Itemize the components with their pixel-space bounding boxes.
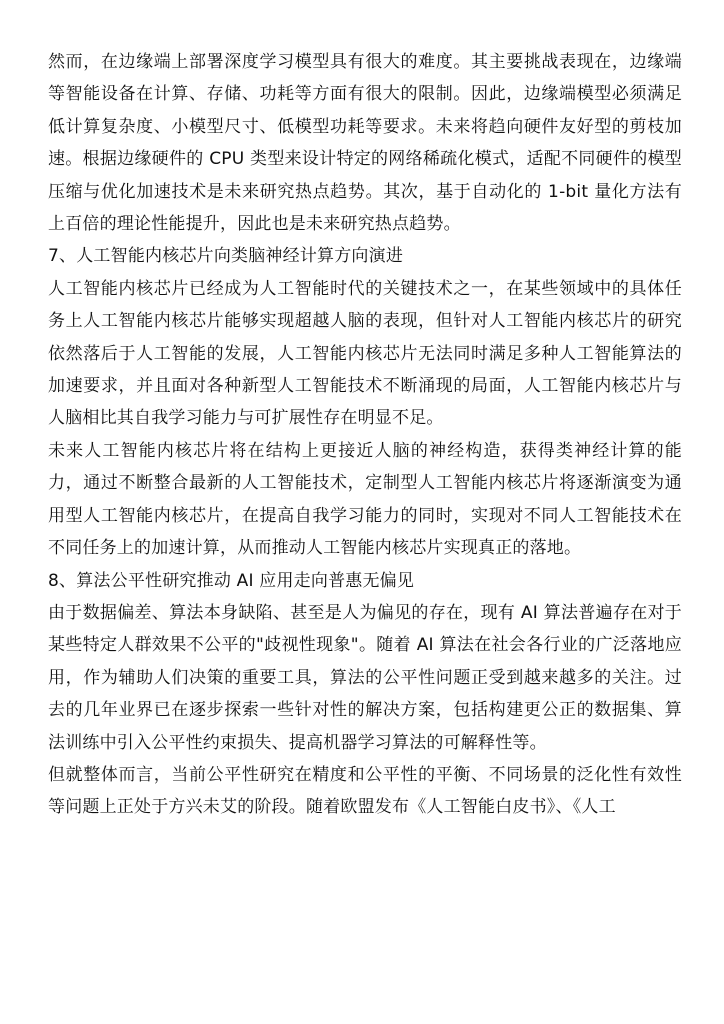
section-heading-7: 7、人工智能内核芯片向类脑神经计算方向演进	[48, 246, 404, 267]
paragraph-ai-chip-future: 未来人工智能内核芯片将在结构上更接近人脑的神经构造，获得类神经计算的能力，通过不断整合最新的人工智能技术，定制型人工智能内核芯片将逐渐演变为通用型人工智能内核芯片，在提高自我学习能力的同时，实现对不同人工智能技术在不同任务上的加速计算，从而推动人工智能内核芯片实现真正的落地。	[48, 440, 682, 559]
paragraph-fairness-research: 但就整体而言，当前公平性研究在精度和公平性的平衡、不同场景的泛化性有效性等问题上正处于方兴未艾的阶段。随着欧盟发布《人工智能白皮书》、《人工	[48, 764, 682, 818]
paragraph-edge-deployment: 然而，在边缘端上部署深度学习模型具有很大的难度。其主要挑战表现在，边缘端等智能设备在计算、存储、功耗等方面有很大的限制。因此，边缘端模型必须满足低计算复杂度、小模型尺寸、低模型功耗等要求。未来将趋向硬件友好型的剪枝加速。根据边缘硬件的 CPU 类型来设计特定的网络稀疏化模式，适配不同硬件的模型压缩与优化加速技术是未来研究热点趋势。其次，基于自动化的 1-bit 量化方法有上百倍的理论性能提升，因此也是未来研究热点趋势。	[48, 52, 682, 235]
document-page	[48, 46, 682, 824]
paragraph-algorithm-fairness: 由于数据偏差、算法本身缺陷、甚至是人为偏见的存在，现有 AI 算法普遍存在对于某些特定人群效果不公平的"歧视性现象"。随着 AI 算法在社会各行业的广泛落地应用，作为辅助人们决策的重要工具，算法的公平性问题正受到越来越多的关注。过去的几年业界已在逐步探索一些针对性的解决方案，包括构建更公正的数据集、算法训练中引入公平性约束损失、提高机器学习算法的可解释性等。	[48, 602, 682, 753]
paragraph-ai-chip-status: 人工智能内核芯片已经成为人工智能时代的关键技术之一，在某些领域中的具体任务上人工智能内核芯片能够实现超越人脑的表现，但针对人工智能内核芯片的研究依然落后于人工智能的发展，人工智能内核芯片无法同时满足多种人工智能算法的加速要求，并且面对各种新型人工智能技术不断涌现的局面，人工智能内核芯片与人脑相比其自我学习能力与可扩展性存在明显不足。	[48, 278, 682, 429]
section-heading-8: 8、算法公平性研究推动 AI 应用走向普惠无偏见	[48, 570, 415, 591]
